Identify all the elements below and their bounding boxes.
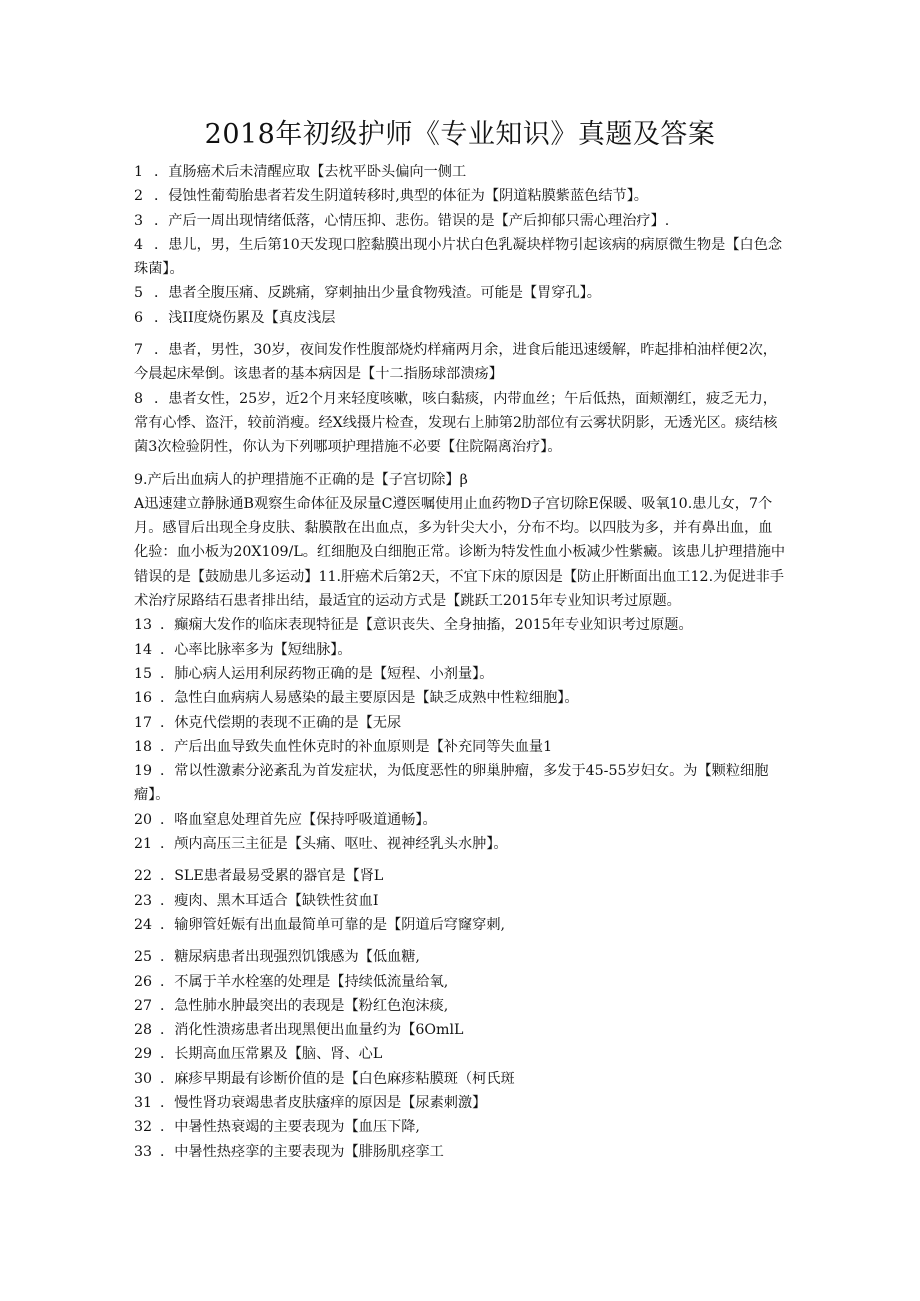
- question-number: 7: [134, 342, 144, 359]
- question-paragraph: [134, 913, 786, 937]
- question-text: ．麻疹早期最有诊断价值的是【白色麻疹粘膜斑（柯氏斑: [160, 1070, 515, 1087]
- question-text: ．急性肺水肿最突出的表现是【粉红色泡沫痰,: [160, 997, 449, 1014]
- question-text: ．瘦肉、黑木耳适合【缺铁性贫血I: [160, 892, 379, 909]
- question-paragraph: [134, 209, 786, 233]
- question-number: 1: [134, 164, 144, 180]
- question-text: ．直肠癌术后未清醒应取【去枕平卧头偏向一侧工: [154, 164, 467, 180]
- question-paragraph: [134, 387, 786, 460]
- question-number: 13: [134, 617, 153, 634]
- question-paragraph: [134, 306, 786, 330]
- document-body: [134, 160, 786, 1164]
- question-paragraph: [134, 160, 786, 184]
- question-text: ．不属于羊水栓塞的处理是【持续低流量给氧,: [160, 973, 449, 990]
- question-paragraph: [134, 613, 786, 637]
- question-number: 14: [134, 641, 153, 658]
- question-number: 27: [134, 997, 153, 1014]
- question-text: ．患者全腹压痛、反跳痛，穿刺抽出少量食物残渣。可能是【胃穿孔】。: [154, 285, 601, 302]
- question-number: 5: [134, 285, 144, 302]
- question-paragraph: [134, 686, 786, 710]
- question-paragraph: [134, 338, 786, 387]
- question-text: ．肺心病人运用利尿药物正确的是【短程、小剂量】。: [160, 665, 494, 682]
- question-number: 2: [134, 188, 144, 205]
- question-text: ．糖尿病患者出现强烈饥饿感为【低血糖,: [160, 949, 420, 966]
- question-text: ．心率比脉率多为【短绌脉】。: [160, 641, 352, 658]
- question-paragraph: [134, 945, 786, 969]
- question-paragraph: [134, 832, 786, 856]
- question-number: 15: [134, 665, 153, 682]
- page-title: 2018年初级护师《专业知识》真题及答案: [204, 119, 716, 150]
- question-text: 9.产后出血病人的护理措施不正确的是【子宫切除】β: [134, 471, 468, 488]
- question-number: 17: [134, 714, 153, 731]
- question-paragraph: [134, 735, 786, 759]
- question-text: ．癫痫大发作的临床表现特征是【意识丧失、全身抽搐，2015年专业知识考过原题。: [160, 617, 693, 634]
- question-paragraph: [134, 1042, 786, 1066]
- question-paragraph: [134, 808, 786, 832]
- question-text: ．中暑性热衰竭的主要表现为【血压下降,: [160, 1119, 420, 1136]
- question-number: 22: [134, 868, 153, 885]
- question-number: 30: [134, 1070, 153, 1087]
- question-number: 6: [134, 309, 144, 326]
- question-paragraph: [134, 889, 786, 913]
- question-number: 25: [134, 949, 153, 966]
- question-paragraph: [134, 711, 786, 735]
- question-number: 18: [134, 738, 153, 755]
- question-paragraph: [134, 492, 786, 613]
- question-number: 23: [134, 892, 153, 909]
- question-paragraph: [134, 1115, 786, 1139]
- question-text: A迅速建立静脉通B观察生命体征及尿量C遵医嘱使用止血药物D子宫切除E保暖、吸氧10.患儿女，7个月。感冒后出现全身皮肤、黏膜散在出血点，多为针尖大小，分布不均。以四肢为多，并有鼻出血，血化验：血小板为20X109/L。红细胞及白细胞正常。诊断为特发性血小板减少性紫癜。该患儿护理措施中错误的是【鼓励患儿多运动】11.肝癌术后第2天，不宜下床的原因是【防止肝断面出血工12.为促进非手术治疗尿路结石患者排出结，最适宜的运动方式是【跳跃工2015年专业知识考过原题。: [134, 495, 786, 610]
- question-text: ．浅II度烧伤累及【真皮浅层: [154, 309, 336, 326]
- question-number: 16: [134, 690, 153, 707]
- question-paragraph: [134, 1018, 786, 1042]
- question-number: 32: [134, 1119, 153, 1136]
- question-number: 33: [134, 1143, 153, 1160]
- question-number: 4: [134, 236, 144, 253]
- question-number: 26: [134, 973, 153, 990]
- question-text: ．患者女性，25岁，近2个月来轻度咳嗽，咳白黏痰，内带血丝；午后低热，面颊潮红，疲乏无力，常有心悸、盗汗，较前消瘦。经X线摄片检查，发现右上肺第2肋部位有云雾状阴影，无透光区。痰结核菌3次检验阴性，你认为下列哪项护理措施不必要【住院隔离治疗】。: [134, 390, 778, 456]
- question-paragraph: [134, 864, 786, 888]
- question-paragraph: [134, 233, 786, 282]
- question-number: 20: [134, 811, 153, 828]
- question-text: ．患者，男性，30岁，夜间发作性腹部烧灼样痛两月余，进食后能迅速缓解，昨起排柏油样便2次，今晨起床晕倒。该患者的基本病因是【十二指肠球部溃疡】: [134, 342, 777, 383]
- question-text: ．消化性溃疡患者出现黑便出血量约为【6OmlL: [160, 1022, 464, 1039]
- question-number: 3: [134, 212, 144, 229]
- question-paragraph: [134, 184, 786, 208]
- question-number: 31: [134, 1094, 153, 1111]
- question-number: 24: [134, 916, 153, 933]
- question-number: 29: [134, 1046, 153, 1063]
- question-text: ．长期高血压常累及【脑、肾、心L: [160, 1046, 383, 1063]
- question-paragraph: [134, 970, 786, 994]
- question-paragraph: [134, 662, 786, 686]
- question-text: ．休克代偿期的表现不正确的是【无尿: [160, 714, 402, 731]
- question-paragraph: [134, 638, 786, 662]
- question-number: 28: [134, 1022, 153, 1039]
- question-number: 19: [134, 763, 153, 780]
- question-number: 21: [134, 836, 153, 853]
- question-paragraph: [134, 1067, 786, 1091]
- question-paragraph: [134, 468, 786, 492]
- question-text: ．颅内高压三主征是【头痛、呕吐、视神经乳头水肿】。: [160, 836, 508, 853]
- question-text: ．慢性肾功衰竭患者皮肤瘙痒的原因是【尿素刺激】: [160, 1094, 487, 1111]
- question-paragraph: [134, 759, 786, 808]
- question-paragraph: [134, 281, 786, 305]
- question-text: ．产后一周出现情绪低落，心情压抑、悲伤。错误的是【产后抑郁只需心理治疗】.: [154, 212, 670, 229]
- question-text: ．常以性激素分泌紊乱为首发症状，为低度恶性的卵巢肿瘤，多发于45-55岁妇女。为【颗粒细胞瘤】。: [134, 763, 769, 804]
- question-paragraph: [134, 994, 786, 1018]
- question-text: ．患儿，男，生后第10天发现口腔黏膜出现小片状白色乳凝块样物引起该病的病原微生物是【白色念珠菌】。: [134, 236, 783, 278]
- question-paragraph: [134, 1140, 786, 1164]
- question-text: ．咯血窒息处理首先应【保持呼吸道通畅】。: [160, 811, 437, 828]
- question-text: ．急性白血病病人易感染的最主要原因是【缺乏成熟中性粒细胞】。: [160, 690, 579, 707]
- question-text: ．SLE患者最易受累的器官是【肾L: [160, 868, 384, 885]
- question-text: ．中暑性热痉挛的主要表现为【腓肠肌痉挛工: [160, 1143, 444, 1160]
- question-text: ．侵蚀性葡萄胎患者若发生阴道转移时,典型的体征为【阴道粘膜紫蓝色结节】。: [154, 188, 648, 205]
- question-text: ．输卵管妊娠有出血最简单可靠的是【阴道后穹窿穿刺,: [160, 916, 506, 933]
- question-text: ．产后出血导致失血性休克时的补血原则是【补充同等失血量1: [160, 738, 553, 755]
- question-paragraph: [134, 1091, 786, 1115]
- question-number: 8: [134, 390, 144, 407]
